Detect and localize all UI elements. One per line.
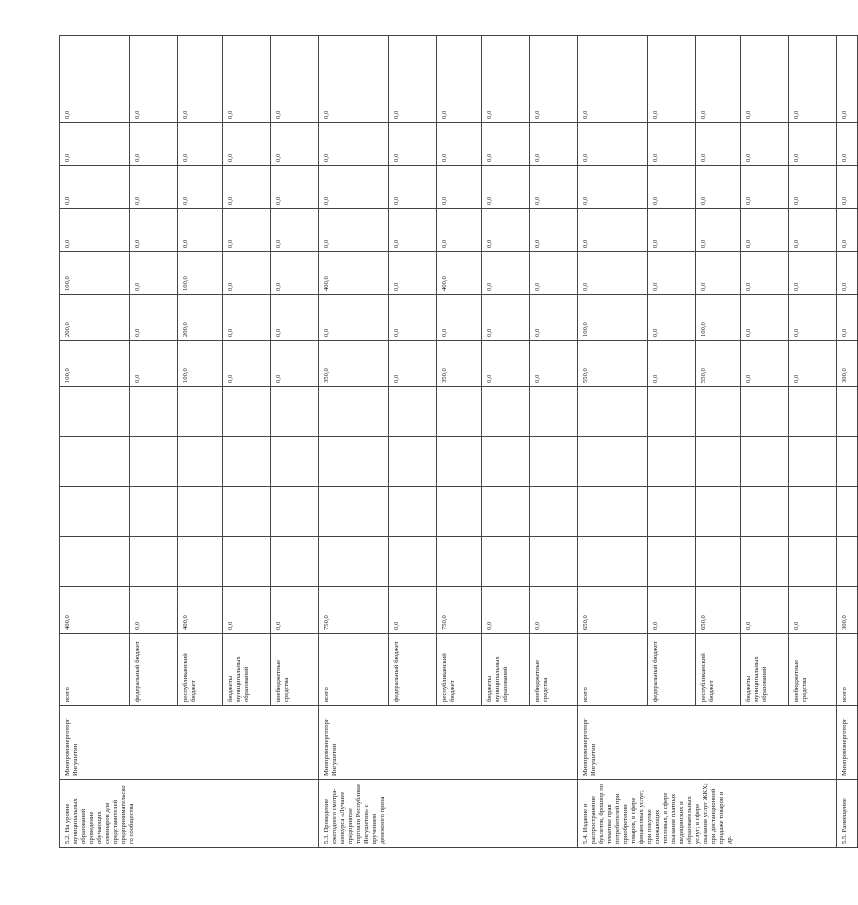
value-cell: 550,0	[578, 341, 648, 387]
value-cell: 0,0	[437, 166, 482, 209]
value-cell: 100,0	[178, 252, 223, 295]
value-cell: 300,0	[837, 587, 858, 634]
value-cell: 0,0	[389, 587, 437, 634]
value-cell	[789, 487, 837, 537]
value-cell: 0,0	[130, 252, 178, 295]
value-cell	[789, 437, 837, 487]
value-cell	[223, 487, 271, 537]
value-cell: 0,0	[319, 209, 389, 252]
value-cell	[130, 437, 178, 487]
value-cell	[178, 437, 223, 487]
value-cell: 0,0	[437, 295, 482, 341]
value-cell: 0,0	[319, 295, 389, 341]
funding-source-cell: республиканский бюджет	[178, 634, 223, 706]
value-cell	[696, 537, 741, 587]
value-cell: 0,0	[437, 123, 482, 166]
value-cell	[789, 387, 837, 437]
value-cell: 0,0	[696, 252, 741, 295]
value-cell: 0,0	[130, 123, 178, 166]
value-cell: 0,0	[789, 209, 837, 252]
value-cell	[223, 537, 271, 587]
value-cell	[60, 437, 130, 487]
value-cell: 200,0	[60, 295, 130, 341]
value-cell: 0,0	[271, 341, 319, 387]
value-cell: 0,0	[530, 209, 578, 252]
value-cell: 0,0	[741, 166, 789, 209]
value-cell: 0,0	[741, 123, 789, 166]
value-cell	[271, 437, 319, 487]
value-cell	[482, 487, 530, 537]
value-cell	[696, 437, 741, 487]
value-cell: 0,0	[741, 587, 789, 634]
value-cell: 0,0	[271, 587, 319, 634]
value-cell: 0,0	[837, 252, 858, 295]
funding-source-cell: республиканский бюджет	[437, 634, 482, 706]
value-cell: 0,0	[130, 341, 178, 387]
value-cell: 0,0	[482, 209, 530, 252]
funding-source-cell: бюджеты муниципальных образований	[741, 634, 789, 706]
value-cell	[648, 437, 696, 487]
value-cell: 0,0	[837, 36, 858, 123]
value-cell: 0,0	[648, 123, 696, 166]
value-cell: 0,0	[578, 166, 648, 209]
value-cell: 0,0	[389, 123, 437, 166]
value-cell	[60, 487, 130, 537]
value-cell	[319, 537, 389, 587]
table-row	[837, 36, 858, 848]
executor-cell: Минпромэнерготорг Ингушетии	[60, 706, 319, 780]
value-cell: 0,0	[789, 341, 837, 387]
value-cell: 0,0	[837, 166, 858, 209]
value-cell	[223, 437, 271, 487]
value-cell: 0,0	[696, 209, 741, 252]
value-cell: 0,0	[530, 252, 578, 295]
value-cell	[482, 387, 530, 437]
value-cell: 0,0	[271, 123, 319, 166]
value-cell: 0,0	[389, 36, 437, 123]
value-cell: 0,0	[696, 166, 741, 209]
value-cell	[223, 387, 271, 437]
funding-source-cell: всего	[60, 634, 130, 706]
value-cell: 0,0	[223, 341, 271, 387]
value-cell	[271, 487, 319, 537]
value-cell	[319, 387, 389, 437]
value-cell	[741, 437, 789, 487]
value-cell: 100,0	[60, 252, 130, 295]
value-cell: 400,0	[437, 252, 482, 295]
value-cell: 0,0	[482, 587, 530, 634]
value-cell: 0,0	[223, 123, 271, 166]
program-cell: 5.3. Проведение ежегодного смотра-конкурса «Лучшее предприятие торговли Республики Ингушетия» с вручением денежного приза	[319, 780, 578, 848]
value-cell: 0,0	[271, 166, 319, 209]
value-cell: 0,0	[130, 36, 178, 123]
value-cell	[578, 537, 648, 587]
value-cell: 0,0	[741, 209, 789, 252]
value-cell	[837, 537, 858, 587]
value-cell: 0,0	[789, 123, 837, 166]
value-cell: 0,0	[271, 209, 319, 252]
value-cell: 0,0	[437, 209, 482, 252]
executor-cell: Минпромэнерготорг Ингушетии	[319, 706, 578, 780]
value-cell: 650,0	[696, 587, 741, 634]
funding-source-cell: внебюджетные средства	[271, 634, 319, 706]
value-cell	[389, 487, 437, 537]
value-cell: 0,0	[837, 123, 858, 166]
value-cell	[437, 487, 482, 537]
value-cell: 0,0	[271, 252, 319, 295]
value-cell: 0,0	[60, 36, 130, 123]
value-cell	[130, 487, 178, 537]
value-cell: 0,0	[178, 209, 223, 252]
value-cell	[530, 437, 578, 487]
value-cell	[696, 387, 741, 437]
value-cell: 0,0	[60, 209, 130, 252]
value-cell: 0,0	[482, 252, 530, 295]
value-cell: 0,0	[530, 295, 578, 341]
value-cell	[319, 437, 389, 487]
value-cell: 0,0	[482, 295, 530, 341]
value-cell: 0,0	[578, 36, 648, 123]
value-cell: 0,0	[223, 209, 271, 252]
value-cell	[482, 437, 530, 487]
value-cell: 0,0	[223, 587, 271, 634]
value-cell	[578, 487, 648, 537]
value-cell: 0,0	[223, 252, 271, 295]
value-cell: 0,0	[648, 295, 696, 341]
value-cell	[389, 437, 437, 487]
value-cell	[530, 487, 578, 537]
value-cell: 0,0	[696, 36, 741, 123]
value-cell: 750,0	[437, 587, 482, 634]
funding-source-cell: всего	[578, 634, 648, 706]
value-cell	[271, 387, 319, 437]
value-cell: 350,0	[437, 341, 482, 387]
value-cell	[648, 537, 696, 587]
value-cell: 0,0	[648, 252, 696, 295]
value-cell	[578, 387, 648, 437]
value-cell: 0,0	[530, 166, 578, 209]
value-cell	[741, 487, 789, 537]
value-cell: 0,0	[178, 123, 223, 166]
value-cell: 0,0	[789, 252, 837, 295]
value-cell: 0,0	[741, 295, 789, 341]
value-cell	[482, 537, 530, 587]
value-cell	[578, 437, 648, 487]
value-cell: 0,0	[389, 341, 437, 387]
value-cell: 0,0	[789, 295, 837, 341]
value-cell: 200,0	[178, 295, 223, 341]
value-cell: 0,0	[741, 36, 789, 123]
funding-source-cell: федеральный бюджет	[130, 634, 178, 706]
value-cell: 100,0	[178, 341, 223, 387]
value-cell	[837, 437, 858, 487]
value-cell	[389, 387, 437, 437]
table-row	[578, 36, 648, 848]
program-cell: 5.4. Издание и распространение буклетов, брошюр по тематике прав потребителей при приобретении товаров, в сфере финансовых услуг; при покупке снижающих тепловых, в сфере оказания платных медицинских и образовательных услуг; в сфере оказания услуг ЖКХ; при дистанционной продаже товаров и др.	[578, 780, 837, 848]
value-cell: 0,0	[130, 209, 178, 252]
value-cell: 0,0	[319, 123, 389, 166]
value-cell	[696, 487, 741, 537]
value-cell: 0,0	[578, 123, 648, 166]
value-cell	[389, 537, 437, 587]
value-cell: 0,0	[789, 36, 837, 123]
funding-source-cell: всего	[837, 634, 858, 706]
value-cell	[741, 387, 789, 437]
value-cell: 0,0	[741, 252, 789, 295]
value-cell	[437, 387, 482, 437]
value-cell: 0,0	[482, 166, 530, 209]
value-cell: 0,0	[60, 166, 130, 209]
value-cell	[437, 537, 482, 587]
value-cell: 0,0	[837, 209, 858, 252]
value-cell: 0,0	[178, 166, 223, 209]
value-cell	[648, 387, 696, 437]
value-cell: 400,0	[319, 252, 389, 295]
value-cell: 0,0	[130, 166, 178, 209]
value-cell	[741, 537, 789, 587]
funding-source-cell: всего	[319, 634, 389, 706]
value-cell	[60, 537, 130, 587]
value-cell	[319, 487, 389, 537]
value-cell: 0,0	[223, 295, 271, 341]
funding-source-cell: внебюджетные средства	[789, 634, 837, 706]
value-cell: 0,0	[648, 166, 696, 209]
funding-source-cell: бюджеты муниципальных образований	[223, 634, 271, 706]
value-cell	[130, 387, 178, 437]
value-cell: 750,0	[319, 587, 389, 634]
value-cell	[437, 437, 482, 487]
value-cell: 0,0	[389, 209, 437, 252]
value-cell: 0,0	[389, 252, 437, 295]
value-cell: 0,0	[530, 587, 578, 634]
value-cell	[271, 537, 319, 587]
value-cell	[789, 537, 837, 587]
value-cell: 0,0	[530, 341, 578, 387]
value-cell	[530, 537, 578, 587]
value-cell: 0,0	[178, 36, 223, 123]
value-cell: 350,0	[319, 341, 389, 387]
value-cell: 0,0	[648, 209, 696, 252]
value-cell: 0,0	[648, 587, 696, 634]
table-row	[60, 36, 130, 848]
rotated-table-container	[59, 36, 848, 848]
value-cell: 0,0	[696, 123, 741, 166]
budget-table	[59, 35, 858, 848]
value-cell: 0,0	[789, 166, 837, 209]
executor-cell: Минпромэнерготорг	[837, 706, 858, 780]
value-cell: 400,0	[178, 587, 223, 634]
value-cell: 0,0	[271, 295, 319, 341]
value-cell	[837, 487, 858, 537]
value-cell	[178, 387, 223, 437]
executor-cell: Минпромэнерготорг Ингушетии	[578, 706, 837, 780]
value-cell: 300,0	[837, 341, 858, 387]
value-cell: 0,0	[389, 166, 437, 209]
value-cell: 0,0	[271, 36, 319, 123]
value-cell: 400,0	[60, 587, 130, 634]
value-cell: 0,0	[482, 36, 530, 123]
value-cell: 0,0	[482, 341, 530, 387]
value-cell: 0,0	[741, 341, 789, 387]
value-cell: 100,0	[696, 295, 741, 341]
value-cell: 650,0	[578, 587, 648, 634]
value-cell: 0,0	[837, 295, 858, 341]
value-cell: 0,0	[223, 166, 271, 209]
value-cell: 0,0	[437, 36, 482, 123]
value-cell: 550,0	[696, 341, 741, 387]
value-cell	[648, 487, 696, 537]
value-cell: 0,0	[319, 36, 389, 123]
value-cell	[530, 387, 578, 437]
value-cell: 0,0	[130, 587, 178, 634]
value-cell: 0,0	[60, 123, 130, 166]
funding-source-cell: внебюджетные средства	[530, 634, 578, 706]
value-cell: 0,0	[130, 295, 178, 341]
funding-source-cell: бюджеты муниципальных образований	[482, 634, 530, 706]
value-cell: 0,0	[319, 166, 389, 209]
value-cell	[178, 537, 223, 587]
table-body	[60, 36, 858, 848]
value-cell: 100,0	[578, 295, 648, 341]
funding-source-cell: федеральный бюджет	[648, 634, 696, 706]
funding-source-cell: республиканский бюджет	[696, 634, 741, 706]
value-cell: 0,0	[223, 36, 271, 123]
program-cell: 5.5. Размещение	[837, 780, 858, 848]
value-cell	[178, 487, 223, 537]
value-cell: 0,0	[482, 123, 530, 166]
value-cell: 0,0	[530, 36, 578, 123]
value-cell: 0,0	[389, 295, 437, 341]
funding-source-cell: федеральный бюджет	[389, 634, 437, 706]
value-cell	[837, 387, 858, 437]
value-cell: 0,0	[648, 36, 696, 123]
value-cell: 100,0	[60, 341, 130, 387]
value-cell: 0,0	[789, 587, 837, 634]
value-cell: 0,0	[648, 341, 696, 387]
value-cell	[130, 537, 178, 587]
value-cell: 0,0	[530, 123, 578, 166]
value-cell: 0,0	[578, 209, 648, 252]
table-row	[319, 36, 389, 848]
program-cell: 5.2. На уровне муниципальных образований проведение обучающих семинаров для представителей предпринимательского сообщества	[60, 780, 319, 848]
value-cell: 0,0	[578, 252, 648, 295]
value-cell	[60, 387, 130, 437]
